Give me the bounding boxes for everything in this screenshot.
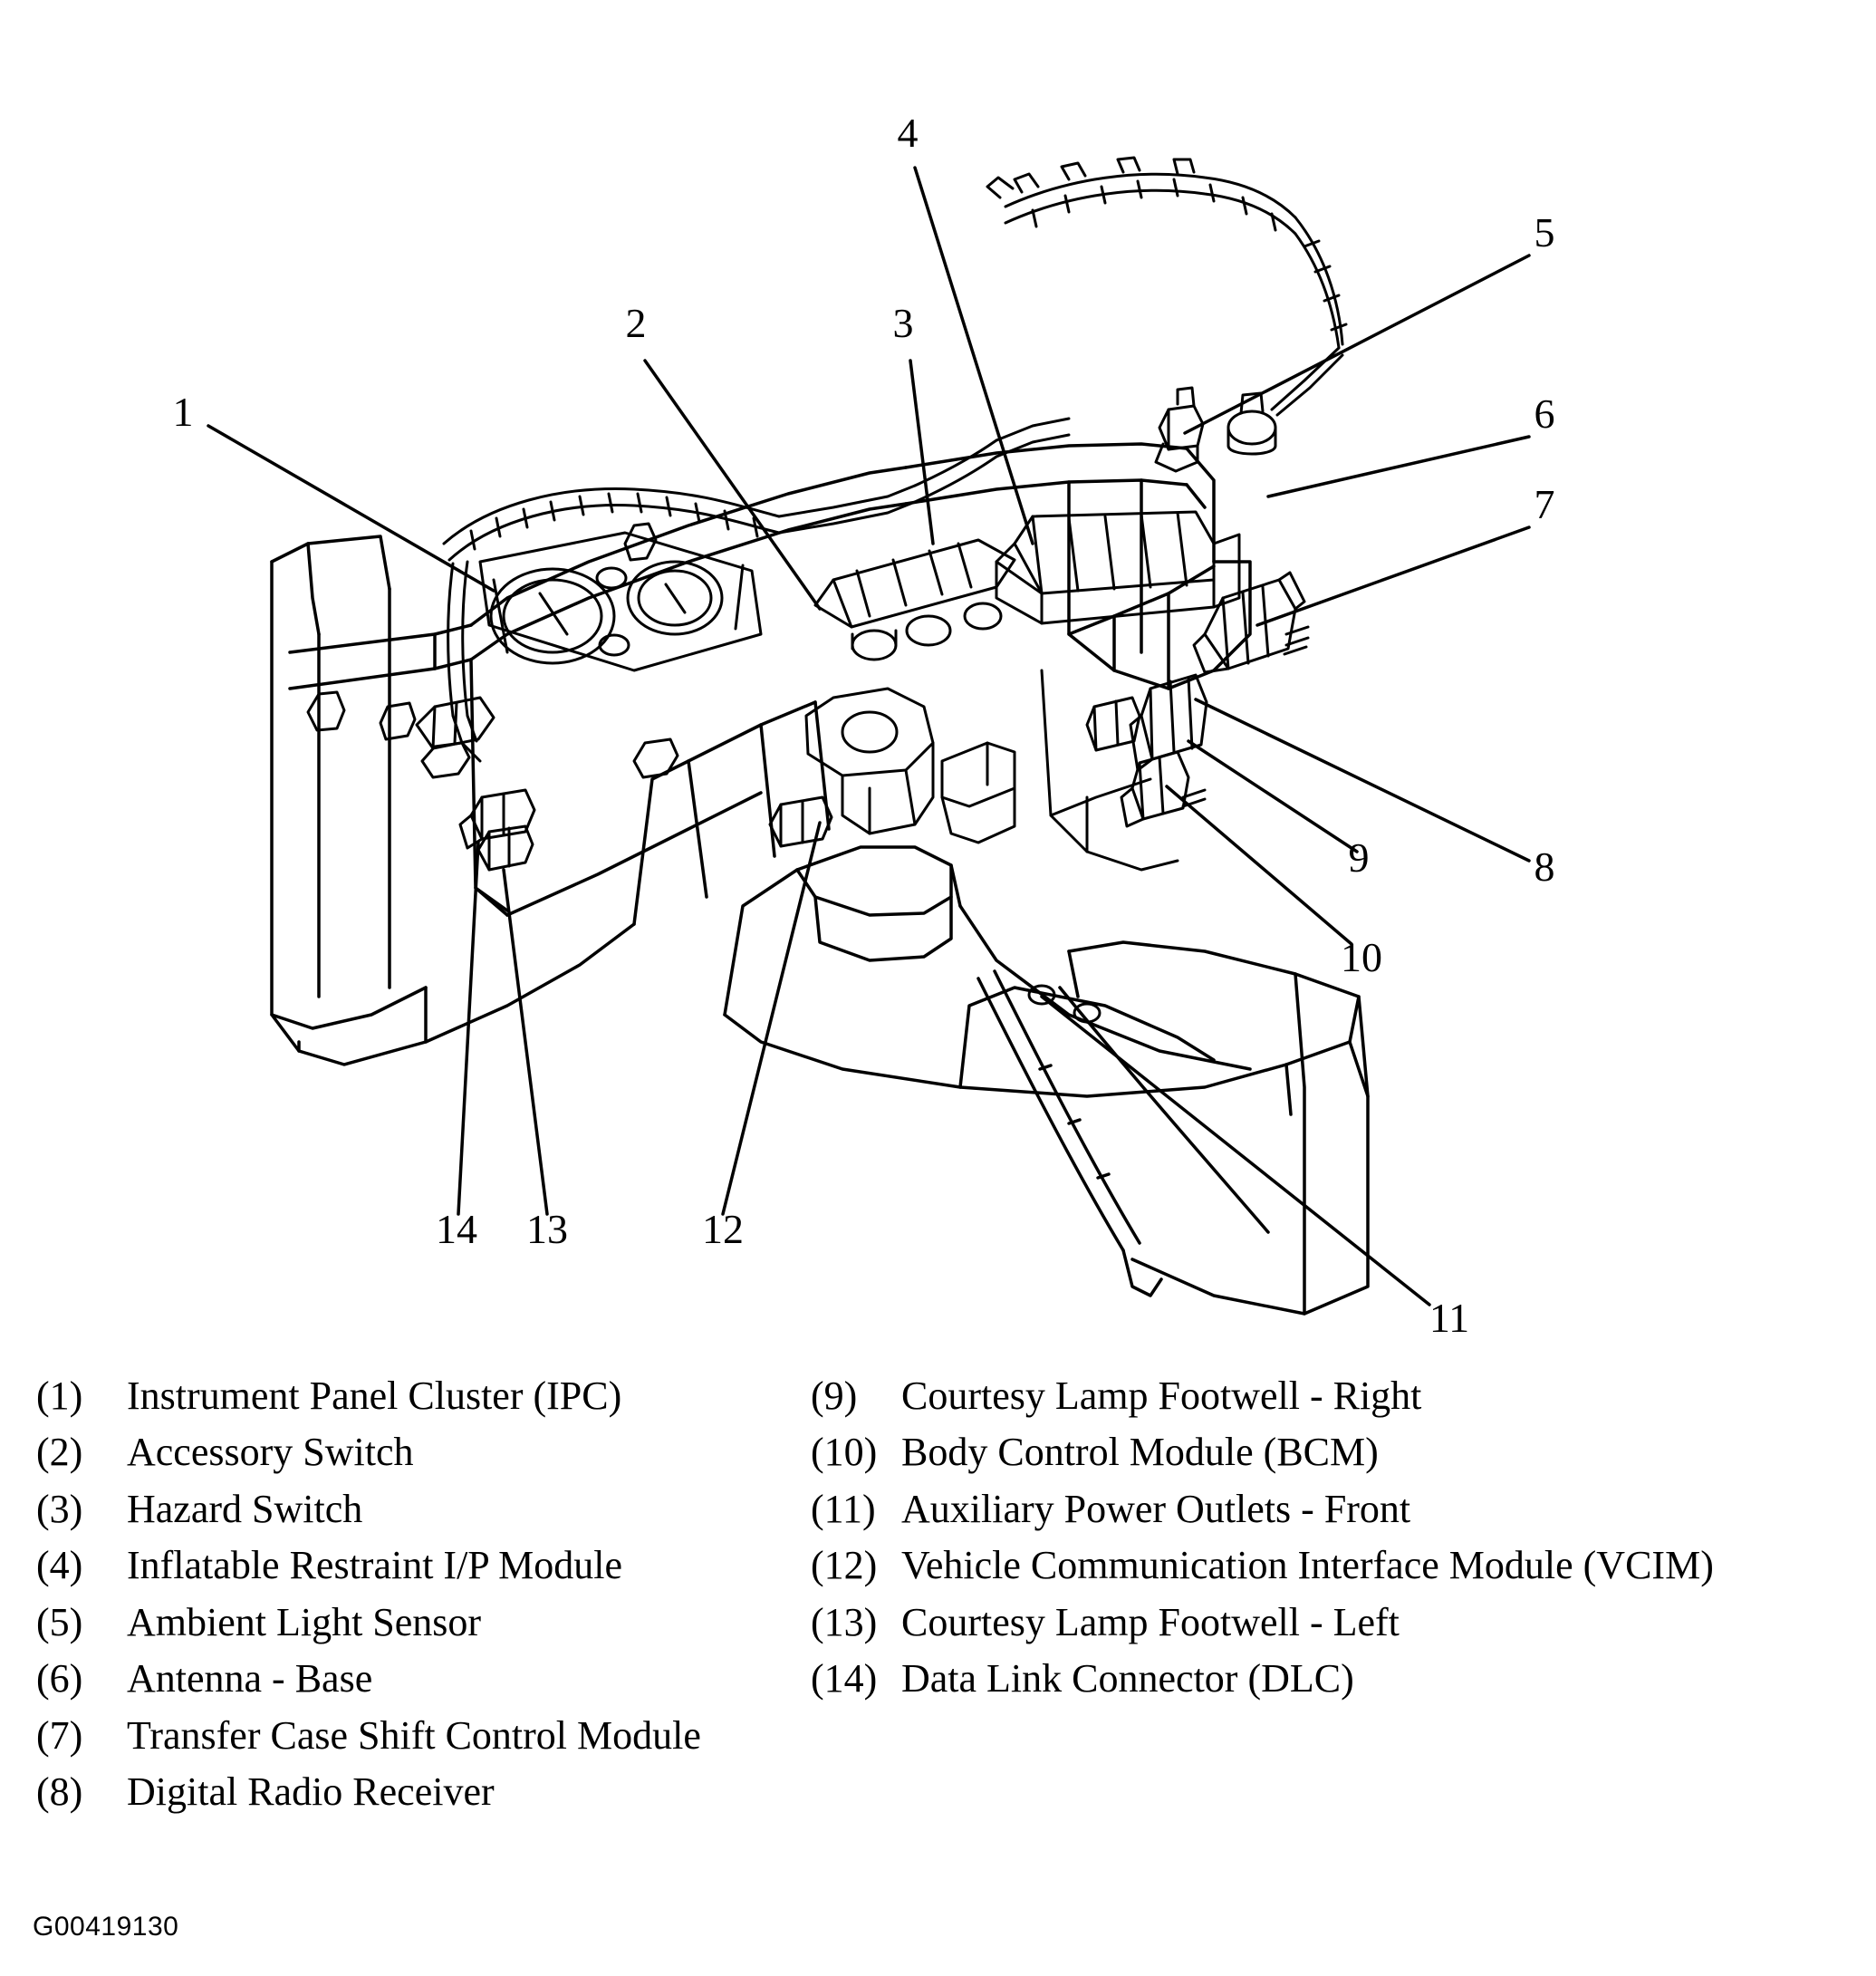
legend-item-number: (8) (36, 1769, 83, 1815)
callout-4: 4 (897, 110, 919, 156)
callout-14: 14 (436, 1206, 477, 1252)
list-item (811, 1424, 1807, 1480)
antenna-base (1228, 393, 1275, 454)
legend-item-label: Instrument Panel Cluster (IPC) (127, 1374, 622, 1418)
legend-item-label: Body Control Module (BCM) (901, 1430, 1379, 1475)
callout-9: 9 (1348, 834, 1370, 881)
ip-wiring-harness (444, 419, 1069, 761)
legend-item-label: Transfer Case Shift Control Module (127, 1712, 701, 1758)
legend-item-number: (3) (36, 1486, 83, 1531)
data-link-connector (460, 790, 534, 848)
list-item (811, 1595, 1807, 1651)
legend-item-number: (6) (36, 1656, 83, 1701)
list-item (36, 1595, 811, 1651)
legend-item-number: (4) (36, 1543, 83, 1588)
list-item (811, 1481, 1807, 1537)
legend-item-number: (11) (811, 1486, 876, 1531)
legend-item-label: Ambient Light Sensor (127, 1599, 482, 1644)
legend (0, 1368, 1876, 1821)
list-item (36, 1368, 811, 1424)
list-item (36, 1481, 811, 1537)
callout-8: 8 (1534, 843, 1555, 890)
list-item (811, 1537, 1807, 1594)
legend-item-number: (12) (811, 1543, 878, 1588)
legend-item-label: Courtesy Lamp Footwell - Right (901, 1374, 1422, 1418)
instrument-panel-body (272, 444, 1250, 1065)
legend-item-label: Data Link Connector (DLC) (901, 1656, 1354, 1701)
right-lower-structure (1042, 670, 1178, 870)
list-item (811, 1368, 1807, 1424)
body-control-module (1121, 752, 1205, 826)
legend-item-number: (10) (811, 1430, 878, 1475)
inflatable-restraint-ip-module (996, 512, 1239, 623)
accessory-hazard-switch-assembly (815, 540, 1015, 660)
legend-item-label: Inflatable Restraint I/P Module (127, 1543, 623, 1588)
legend-item-label: Accessory Switch (127, 1430, 414, 1475)
list-item (36, 1424, 811, 1480)
callout-12: 12 (702, 1206, 744, 1252)
callout-5: 5 (1534, 209, 1555, 255)
legend-item-number: (9) (811, 1374, 858, 1418)
legend-column-left (36, 1368, 811, 1821)
callout-7: 7 (1534, 481, 1555, 527)
list-item (36, 1651, 811, 1707)
left-lower-modules (308, 524, 678, 777)
legend-item-number: (14) (811, 1656, 878, 1701)
legend-item-label: Digital Radio Receiver (127, 1769, 495, 1815)
callout-6: 6 (1534, 390, 1555, 437)
callout-1: 1 (172, 389, 194, 435)
callout-11: 11 (1429, 1295, 1470, 1341)
floor-console (725, 847, 1368, 1314)
callout-10: 10 (1341, 934, 1382, 980)
figure-id: G00419130 (33, 1912, 179, 1942)
list-item (36, 1537, 811, 1594)
legend-item-label: Antenna - Base (127, 1656, 373, 1701)
legend-item-label: Courtesy Lamp Footwell - Left (901, 1599, 1400, 1644)
legend-item-number: (13) (811, 1599, 878, 1644)
legend-item-label: Hazard Switch (127, 1486, 363, 1531)
legend-item-number: (1) (36, 1374, 83, 1418)
vcim-module (770, 797, 832, 846)
legend-item-label: Vehicle Communication Interface Module (VCIM) (901, 1543, 1714, 1588)
legend-item-number: (7) (36, 1712, 83, 1758)
callout-3: 3 (892, 300, 914, 346)
steering-column-area (806, 689, 1015, 843)
legend-item-label: Auxiliary Power Outlets - Front (901, 1486, 1411, 1531)
callout-13: 13 (526, 1206, 568, 1252)
list-item (36, 1764, 811, 1820)
callout-2: 2 (625, 300, 647, 346)
list-item (811, 1651, 1807, 1707)
legend-column-right (811, 1368, 1807, 1821)
legend-item-number: (5) (36, 1599, 83, 1644)
list-item (36, 1708, 811, 1764)
legend-item-number: (2) (36, 1430, 83, 1475)
